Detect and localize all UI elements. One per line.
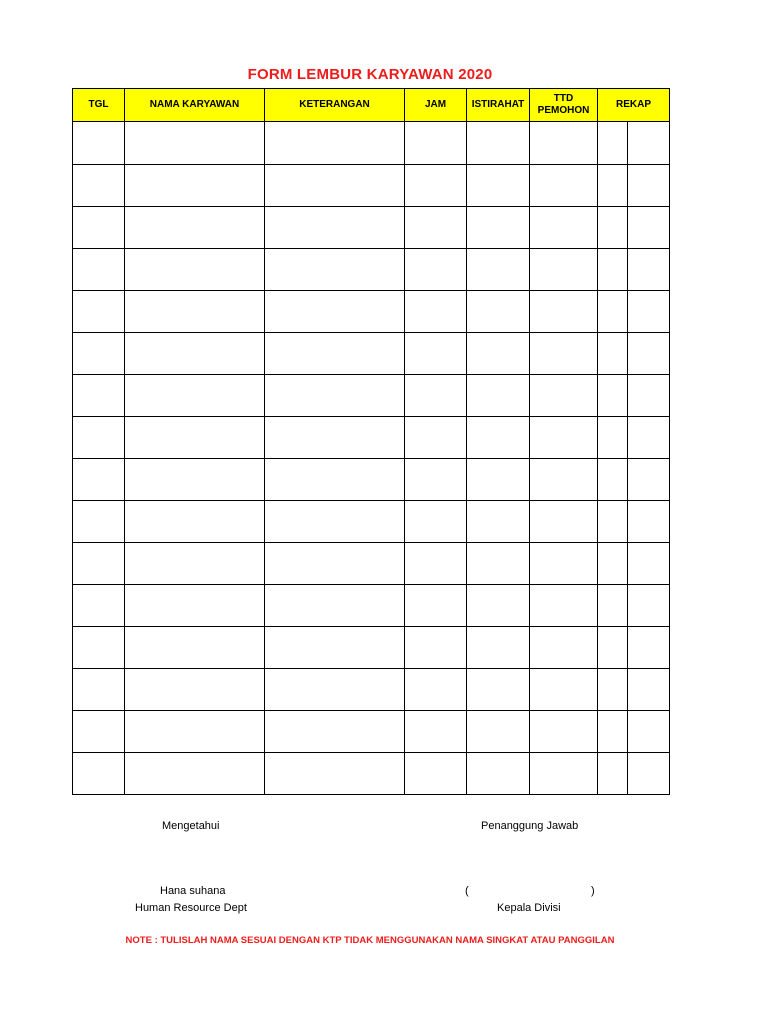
tgl-cell[interactable]	[73, 207, 125, 249]
rekap-cell-b[interactable]	[628, 165, 670, 207]
sig-right-open-paren: (	[465, 885, 469, 897]
keterangan-cell[interactable]	[265, 333, 405, 375]
keterangan-cell[interactable]	[265, 459, 405, 501]
rekap-cell-a[interactable]	[598, 669, 628, 711]
rekap-cell-b[interactable]	[628, 333, 670, 375]
sig-right-close-paren: )	[591, 885, 595, 897]
keterangan-cell[interactable]	[265, 753, 405, 795]
rekap-cell-b[interactable]	[628, 417, 670, 459]
overtime-table	[72, 88, 670, 795]
istirahat-cell[interactable]	[467, 165, 530, 207]
rekap-cell-b[interactable]	[628, 459, 670, 501]
table-body	[73, 122, 670, 795]
ttd-pemohon-cell[interactable]	[530, 291, 598, 333]
nama-karyawan-cell[interactable]	[125, 501, 265, 543]
sig-left-heading: Mengetahui	[162, 820, 220, 832]
keterangan-cell[interactable]	[265, 291, 405, 333]
tgl-cell[interactable]	[73, 711, 125, 753]
jam-cell[interactable]	[405, 711, 467, 753]
jam-cell[interactable]	[405, 459, 467, 501]
rekap-cell-a[interactable]	[598, 375, 628, 417]
tgl-cell[interactable]	[73, 165, 125, 207]
rekap-cell-b[interactable]	[628, 669, 670, 711]
table-row	[73, 122, 670, 165]
rekap-cell-b[interactable]	[628, 627, 670, 669]
header-tgl: TGL	[73, 89, 125, 122]
rekap-cell-a[interactable]	[598, 627, 628, 669]
istirahat-cell[interactable]	[467, 753, 530, 795]
sig-left-name: Hana suhana	[160, 885, 226, 897]
rekap-cell-a[interactable]	[598, 207, 628, 249]
jam-cell[interactable]	[405, 585, 467, 627]
form-title: FORM LEMBUR KARYAWAN 2020	[247, 66, 493, 83]
ttd-pemohon-cell[interactable]	[530, 207, 598, 249]
rekap-cell-b[interactable]	[628, 375, 670, 417]
rekap-cell-a[interactable]	[598, 459, 628, 501]
sig-left-role: Human Resource Dept	[135, 902, 247, 914]
nama-karyawan-cell[interactable]	[125, 207, 265, 249]
keterangan-cell[interactable]	[265, 122, 405, 165]
header-ttd-line2: PEMOHON	[537, 105, 590, 116]
keterangan-cell[interactable]	[265, 501, 405, 543]
header-istirahat: ISTIRAHAT	[467, 89, 530, 122]
table-row	[73, 207, 670, 249]
header-nama-karyawan: NAMA KARYAWAN	[125, 89, 265, 122]
istirahat-cell[interactable]	[467, 375, 530, 417]
rekap-cell-a[interactable]	[598, 501, 628, 543]
rekap-cell-b[interactable]	[628, 711, 670, 753]
keterangan-cell[interactable]	[265, 207, 405, 249]
header-rekap: REKAP	[598, 89, 670, 122]
rekap-cell-a[interactable]	[598, 165, 628, 207]
rekap-cell-b[interactable]	[628, 501, 670, 543]
jam-cell[interactable]	[405, 249, 467, 291]
ttd-pemohon-cell[interactable]	[530, 122, 598, 165]
table-header-row	[73, 89, 670, 122]
sig-right-role: Kepala Divisi	[497, 902, 561, 914]
ttd-pemohon-cell[interactable]	[530, 753, 598, 795]
table-row	[73, 753, 670, 795]
istirahat-cell[interactable]	[467, 627, 530, 669]
nama-karyawan-cell[interactable]	[125, 459, 265, 501]
rekap-cell-a[interactable]	[598, 711, 628, 753]
istirahat-cell[interactable]	[467, 333, 530, 375]
nama-karyawan-cell[interactable]	[125, 417, 265, 459]
istirahat-cell[interactable]	[467, 585, 530, 627]
istirahat-cell[interactable]	[467, 417, 530, 459]
istirahat-cell[interactable]	[467, 501, 530, 543]
rekap-cell-b[interactable]	[628, 543, 670, 585]
tgl-cell[interactable]	[73, 543, 125, 585]
keterangan-cell[interactable]	[265, 711, 405, 753]
istirahat-cell[interactable]	[467, 249, 530, 291]
jam-cell[interactable]	[405, 753, 467, 795]
nama-karyawan-cell[interactable]	[125, 585, 265, 627]
table-row	[73, 249, 670, 291]
rekap-cell-b[interactable]	[628, 249, 670, 291]
tgl-cell[interactable]	[73, 417, 125, 459]
tgl-cell[interactable]	[73, 753, 125, 795]
istirahat-cell[interactable]	[467, 459, 530, 501]
nama-karyawan-cell[interactable]	[125, 291, 265, 333]
keterangan-cell[interactable]	[265, 627, 405, 669]
nama-karyawan-cell[interactable]	[125, 543, 265, 585]
tgl-cell[interactable]	[73, 333, 125, 375]
table-row	[73, 585, 670, 627]
ttd-pemohon-cell[interactable]	[530, 459, 598, 501]
ttd-pemohon-cell[interactable]	[530, 627, 598, 669]
sig-right-heading: Penanggung Jawab	[481, 820, 579, 832]
rekap-cell-a[interactable]	[598, 291, 628, 333]
istirahat-cell[interactable]	[467, 291, 530, 333]
ttd-pemohon-cell[interactable]	[530, 375, 598, 417]
jam-cell[interactable]	[405, 122, 467, 165]
ttd-pemohon-cell[interactable]	[530, 585, 598, 627]
ttd-pemohon-cell[interactable]	[530, 417, 598, 459]
keterangan-cell[interactable]	[265, 375, 405, 417]
ttd-pemohon-cell[interactable]	[530, 669, 598, 711]
tgl-cell[interactable]	[73, 585, 125, 627]
rekap-cell-a[interactable]	[598, 753, 628, 795]
jam-cell[interactable]	[405, 627, 467, 669]
table-row	[73, 375, 670, 417]
nama-karyawan-cell[interactable]	[125, 375, 265, 417]
header-keterangan: KETERANGAN	[265, 89, 405, 122]
rekap-cell-a[interactable]	[598, 543, 628, 585]
nama-karyawan-cell[interactable]	[125, 249, 265, 291]
keterangan-cell[interactable]	[265, 417, 405, 459]
jam-cell[interactable]	[405, 375, 467, 417]
rekap-cell-b[interactable]	[628, 207, 670, 249]
table-row	[73, 417, 670, 459]
rekap-cell-a[interactable]	[598, 417, 628, 459]
header-jam: JAM	[405, 89, 467, 122]
table-row	[73, 459, 670, 501]
istirahat-cell[interactable]	[467, 122, 530, 165]
table-row	[73, 669, 670, 711]
nama-karyawan-cell[interactable]	[125, 165, 265, 207]
table-row	[73, 165, 670, 207]
keterangan-cell[interactable]	[265, 249, 405, 291]
nama-karyawan-cell[interactable]	[125, 122, 265, 165]
ttd-pemohon-cell[interactable]	[530, 249, 598, 291]
rekap-cell-b[interactable]	[628, 291, 670, 333]
table-row	[73, 501, 670, 543]
header-ttd-pemohon	[530, 89, 598, 122]
tgl-cell[interactable]	[73, 627, 125, 669]
rekap-cell-b[interactable]	[628, 753, 670, 795]
jam-cell[interactable]	[405, 501, 467, 543]
tgl-cell[interactable]	[73, 459, 125, 501]
rekap-cell-b[interactable]	[628, 122, 670, 165]
rekap-cell-b[interactable]	[628, 585, 670, 627]
rekap-cell-a[interactable]	[598, 585, 628, 627]
rekap-cell-a[interactable]	[598, 249, 628, 291]
jam-cell[interactable]	[405, 333, 467, 375]
tgl-cell[interactable]	[73, 249, 125, 291]
tgl-cell[interactable]	[73, 122, 125, 165]
nama-karyawan-cell[interactable]	[125, 711, 265, 753]
table-row	[73, 711, 670, 753]
ttd-pemohon-cell[interactable]	[530, 543, 598, 585]
ttd-pemohon-cell[interactable]	[530, 501, 598, 543]
tgl-cell[interactable]	[73, 375, 125, 417]
keterangan-cell[interactable]	[265, 669, 405, 711]
jam-cell[interactable]	[405, 165, 467, 207]
istirahat-cell[interactable]	[467, 543, 530, 585]
nama-karyawan-cell[interactable]	[125, 753, 265, 795]
jam-cell[interactable]	[405, 669, 467, 711]
keterangan-cell[interactable]	[265, 585, 405, 627]
tgl-cell[interactable]	[73, 501, 125, 543]
tgl-cell[interactable]	[73, 291, 125, 333]
istirahat-cell[interactable]	[467, 207, 530, 249]
istirahat-cell[interactable]	[467, 669, 530, 711]
ttd-pemohon-cell[interactable]	[530, 711, 598, 753]
note-text: NOTE : TULISLAH NAMA SESUAI DENGAN KTP TIDAK MENGGUNAKAN NAMA SINGKAT ATAU PANGGILAN	[125, 935, 615, 946]
nama-karyawan-cell[interactable]	[125, 627, 265, 669]
jam-cell[interactable]	[405, 417, 467, 459]
keterangan-cell[interactable]	[265, 543, 405, 585]
nama-karyawan-cell[interactable]	[125, 333, 265, 375]
keterangan-cell[interactable]	[265, 165, 405, 207]
nama-karyawan-cell[interactable]	[125, 669, 265, 711]
jam-cell[interactable]	[405, 207, 467, 249]
ttd-pemohon-cell[interactable]	[530, 333, 598, 375]
table-row	[73, 291, 670, 333]
table-row	[73, 627, 670, 669]
istirahat-cell[interactable]	[467, 711, 530, 753]
tgl-cell[interactable]	[73, 669, 125, 711]
table-row	[73, 333, 670, 375]
jam-cell[interactable]	[405, 291, 467, 333]
rekap-cell-a[interactable]	[598, 333, 628, 375]
rekap-cell-a[interactable]	[598, 122, 628, 165]
header-ttd-line1: TTD	[553, 93, 574, 104]
table-row	[73, 543, 670, 585]
jam-cell[interactable]	[405, 543, 467, 585]
ttd-pemohon-cell[interactable]	[530, 165, 598, 207]
